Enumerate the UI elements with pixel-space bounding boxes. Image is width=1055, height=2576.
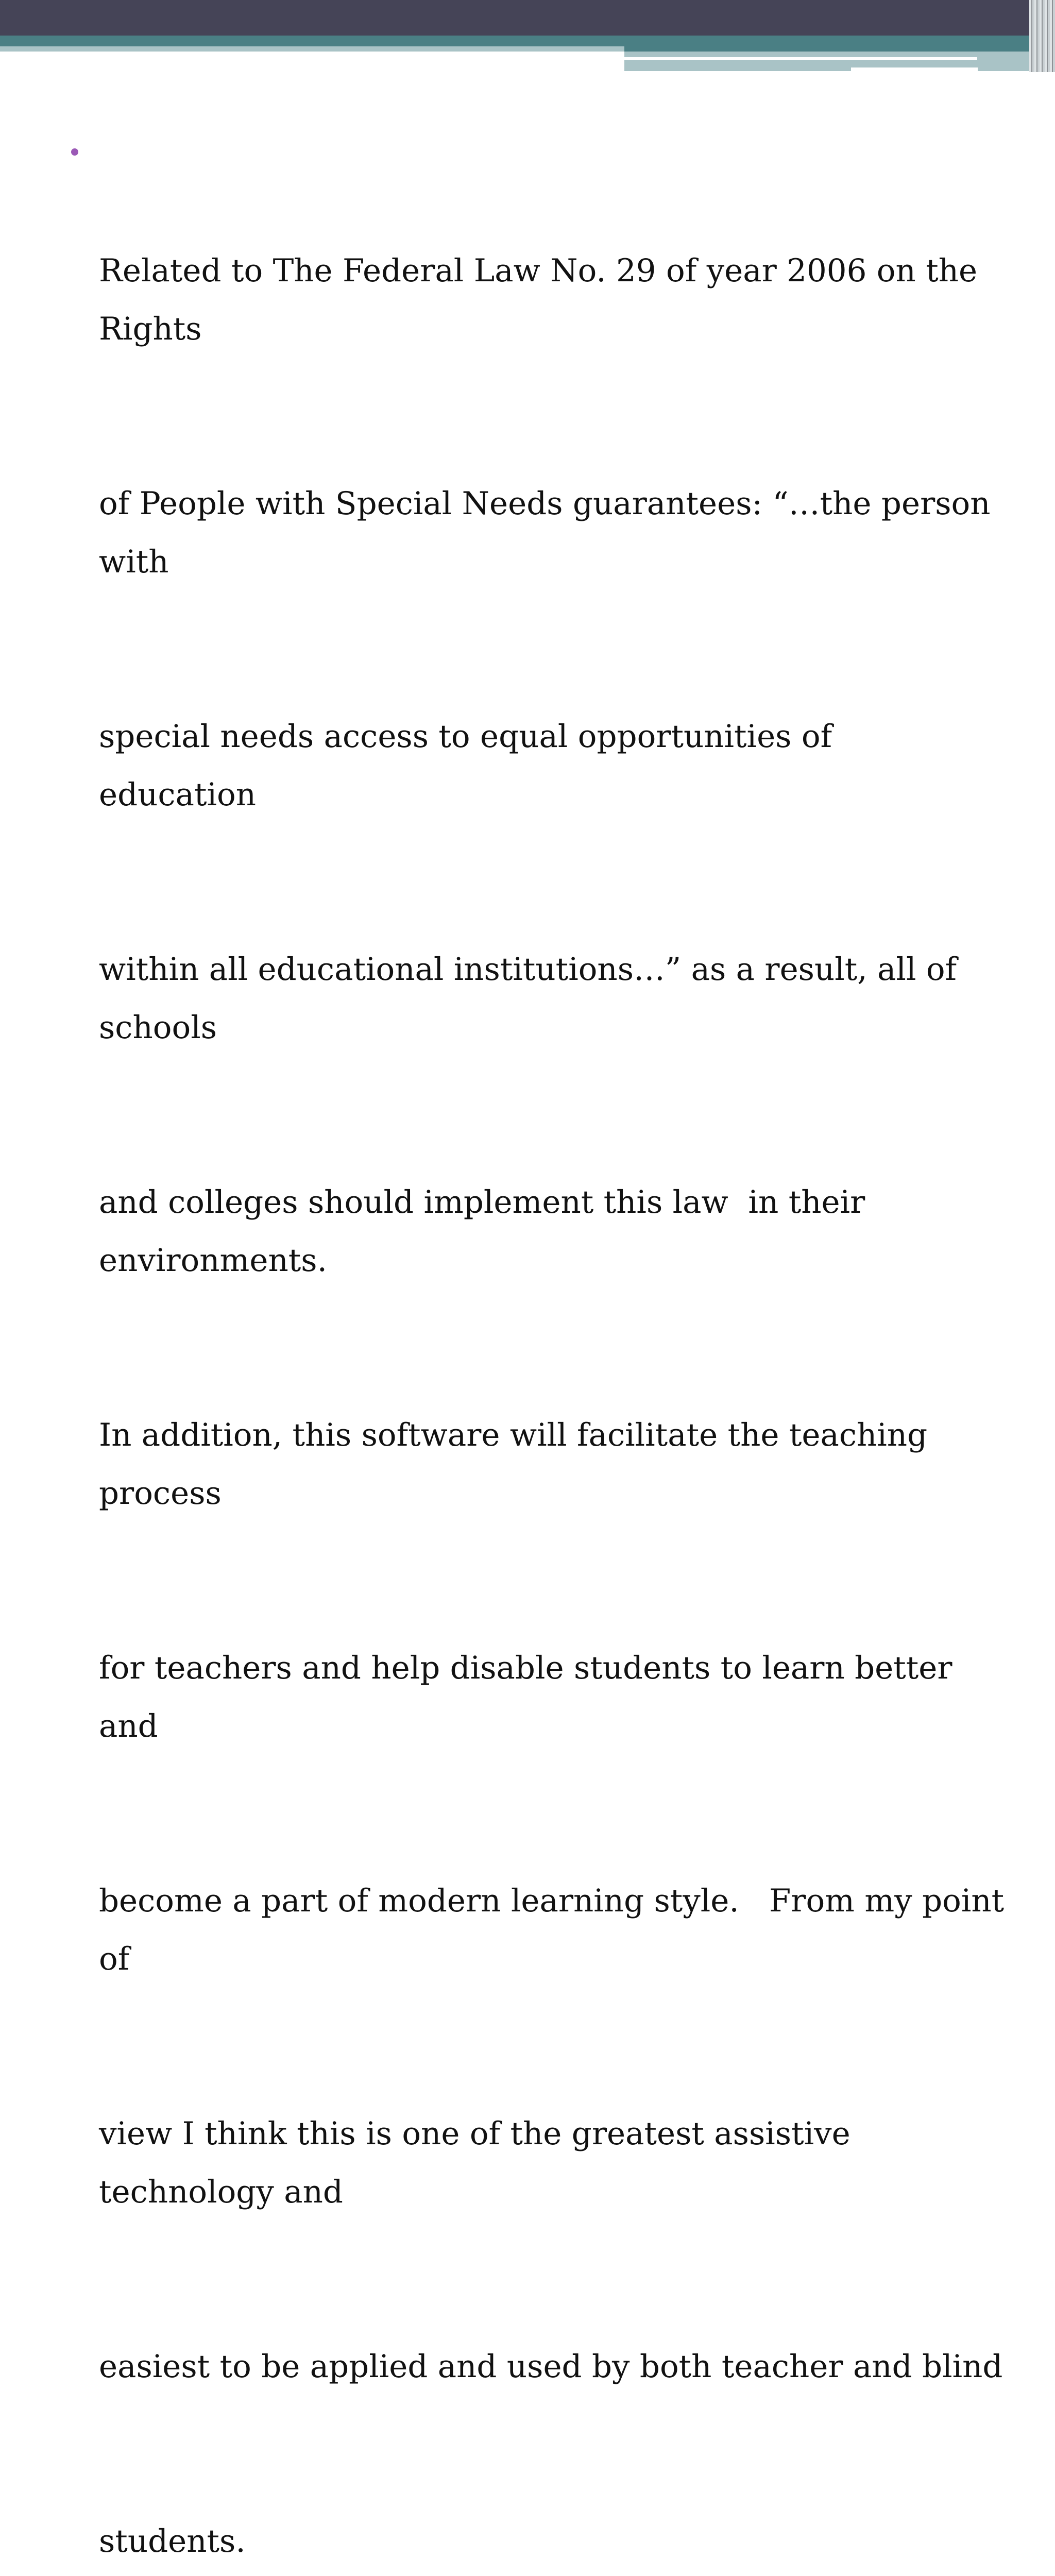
header-dark-band (0, 0, 1055, 36)
bullet-text (99, 125, 1014, 2576)
bullet-line: of People with Special Needs guarantees: “…the person with (99, 485, 1000, 580)
bullet-item (67, 125, 1014, 2576)
bullet-line: become a part of modern learning style. From my point of (99, 1883, 1014, 1977)
bullet-line: Related to The Federal Law No. 29 of year 2006 on the Rights (99, 252, 988, 347)
bullet-line: easiest to be applied and used by both teacher and blind (99, 2348, 1003, 2385)
header-right-block (624, 52, 1055, 71)
bullet-line: students. (99, 2523, 246, 2560)
header-white-line (624, 57, 977, 60)
bullet-line: In addition, this software will facilitate the teaching process (99, 1417, 938, 1512)
header-teal-band-right (624, 46, 1055, 52)
bullet-line: within all educational institutions…” as a result, all of schools (99, 951, 967, 1046)
header-light-band (0, 46, 624, 52)
bullet-line: and colleges should implement this law in their environments. (99, 1184, 875, 1279)
bullet-dot-icon (71, 148, 78, 156)
header-edge-stripes (1029, 0, 1055, 72)
header-teal-band (0, 36, 1055, 46)
bullet-line: special needs access to equal opportunities of education (99, 718, 852, 813)
bullet-line: for teachers and help disable students to learn better and (99, 1650, 962, 1744)
bullet-line: view I think this is one of the greatest assistive technology and (99, 2115, 861, 2210)
header-white-line-short (851, 67, 978, 71)
slide-content (67, 125, 1014, 2576)
